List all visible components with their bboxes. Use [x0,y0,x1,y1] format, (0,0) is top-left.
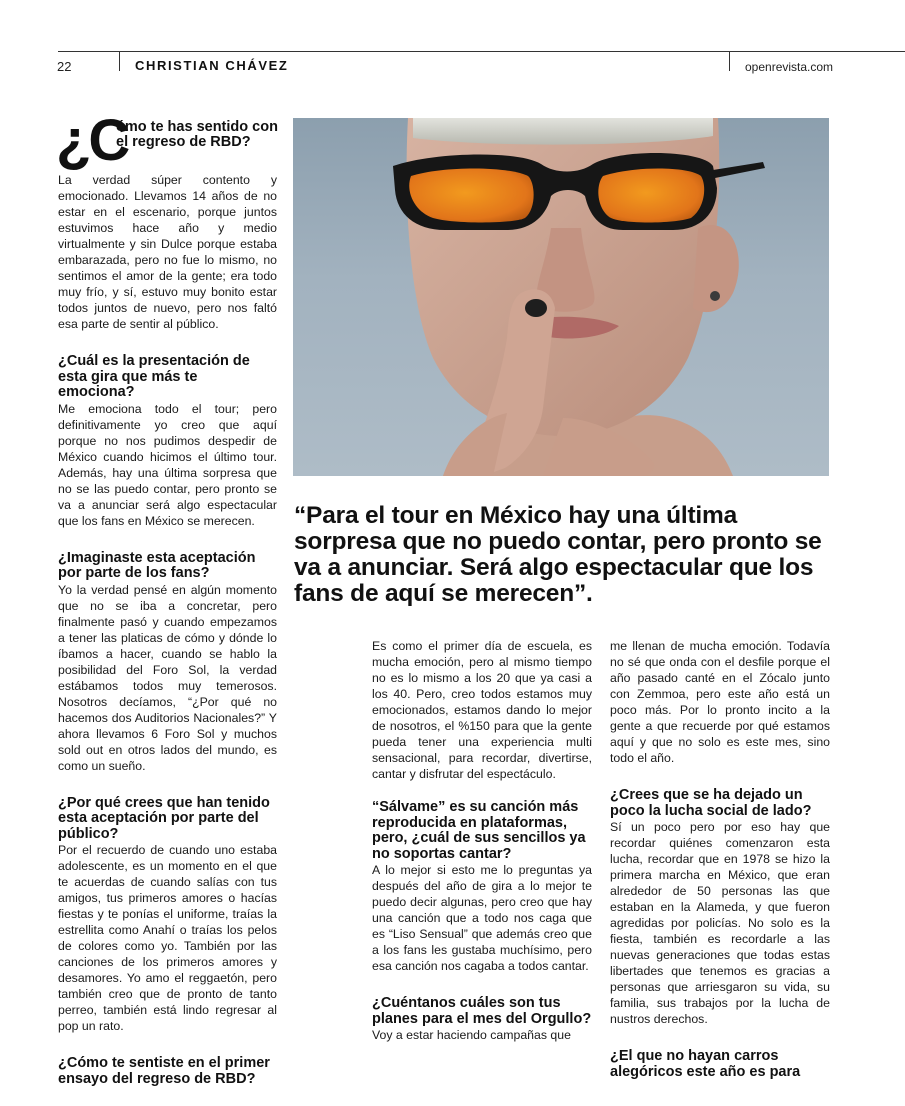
answer-3: Yo la verdad pensé en algún momento que no se iba a concretar, pero finalmente pasó y cuando empezamos a tener las platicas de cómo y dónde lo íbamos a hacer, cuando se hablo la posibilidad del Foro Sol, la verdad estábamos todos muy temerosos. Nosotros decíamos, “¿Por qué no hacemos dos Auditorios Nacionales?” Y ahora llevamos 6 Foro Sol y muchos sold out en otros lados del mundo, es como un sueño. [58,582,277,773]
header-rule [58,51,905,52]
question-5: ¿Cómo te sentiste en el primer ensayo del regreso de RBD? [58,1055,270,1087]
question-6: “Sálvame” es su canción más reproducida en plataformas, pero, ¿cuál de sus sencillos ya no soportas cantar? [372,799,586,862]
answer-6: A lo mejor si esto me lo preguntas ya después del año de gira a lo mejor te puedo decir algunas, pero creo que hay una canción que a todo nos caga que es “Liso Sensual” que además creo que a los fans les gustaba muchísimo, pero esa canción nos cagaba a todos cantar. [372,863,592,973]
answer-4: Por el recuerdo de cuando uno estaba adolescente, es un momento en el que te acuerdas de cuando salías con tus amigos, tus primeros amores o hacías fiestas y te ponías el uniforme, traías la estrellita como Anahí o traías los pelos de colores como yo. También por las canciones de los primeros amores y desamores. Yo amo el reggaetón, pero también creo que de pronto de tanto perreo, también está lindo regresar al pop un rato. [58,843,277,1033]
page-number: 22 [57,59,72,74]
answer-7: Voy a estar haciendo campañas que [372,1028,571,1042]
pull-quote: “Para el tour en México hay una última sorpresa que no puedo contar, pero pronto se va a anunciar. Será algo espectacular que los fans de aquí se merecen”. [294,502,822,607]
opening-question [56,108,278,173]
answer-1: La verdad súper contento y emocionado. Llevamos 14 años de no estar en el escenario, porque juntos estuvimos hace año y medio virtualmente y sin Dulce porque estaba embarazada, pero no fue lo mismo, no sentimos el amor de la gente; era todo muy frío, y sí, estuvo muy bonito estar todos juntos de nuevo, pero nos faltó esa parte de sentir al público. [58,173,277,331]
question-2: ¿Cuál es la presentación de esta gira que más te emociona? [58,353,250,400]
column-3 [610,638,830,1080]
header-divider-left [119,51,120,71]
header-site: openrevista.com [745,60,834,74]
column-1 [56,108,278,1087]
portrait-illustration [293,118,829,476]
question-9: ¿El que no hayan carros alegóricos este año es para [610,1048,801,1080]
answer-5: Es como el primer día de escuela, es mucha emoción, pero al mismo tiempo no es lo mismo a los 20 que ya casi a los 40. Pero, creo todos estamos muy emocionados, estamos dando lo mejor de nosotros, el %150 para que la gente pueda tener una experiencia multi sensacional, para recordar, divertirse, cantar y disfrutar del espectáculo. [372,639,592,781]
answer-2: Me emociona todo el tour; pero definitivamente yo creo que aquí porque no nos pudimos despedir de México cuando hicimos el último tour. Además, hay una última sorpresa que no se las puedo contar, pero pronto se va a anunciar será algo espectacular que los fans en México se merecen. [58,401,277,528]
portrait-photo [293,118,829,476]
answer-8: Sí un poco pero por eso hay que recordar quiénes comenzaron esta lucha, recordar que en 1978 se hizo la primera marcha en México, que eran alrededor de 50 personas las que estaban en la Alameda, y que fueron agredidas por policías. No solo es la fiesta, también es recordarle a las nuevas generaciones que todas estas libertades que tenemos es gracias a personas que arriesgaron su vida, su familia, sus trabajos por la lucha de nustros derechos. [610,820,830,1026]
header-divider-right [729,51,730,71]
question-4: ¿Por qué crees que han tenido esta aceptación por parte del público? [58,794,270,842]
question-1-text: ómo te has sentido con el regreso de RBD? [116,119,278,150]
header-author: CHRISTIAN CHÁVEZ [135,58,289,73]
column-2 [372,638,592,1043]
answer-7-continued: me llenan de mucha emoción. Todavía no sé que onda con el desfile porque el año pasado canté en el Zócalo junto con Zemmoa, pero este año está un poco más. Por lo pronto incito a la gente a que recuerde por qué estamos aquí y que no solo es este mes, sino todo el año. [610,639,830,765]
question-3: ¿Imaginaste esta aceptación por parte de los fans? [58,549,256,581]
question-7: ¿Cuéntanos cuáles son tus planes para el mes del Orgullo? [372,995,592,1027]
question-8: ¿Crees que se ha dejado un poco la lucha social de lado? [610,787,812,819]
drop-cap: ¿C [56,108,128,173]
